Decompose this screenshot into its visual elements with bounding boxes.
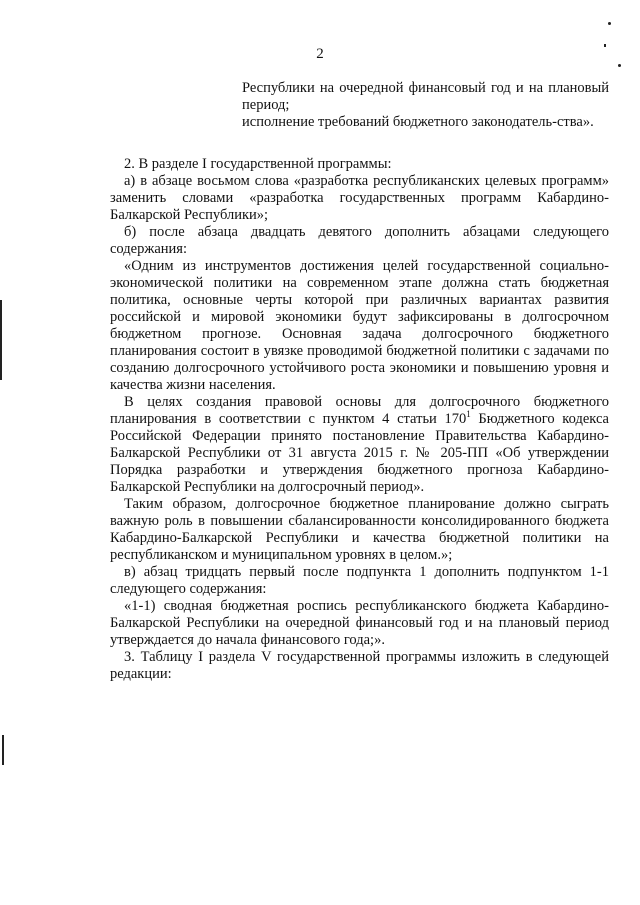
continued-line: исполнение требований бюджетного законодатель-ства». <box>242 114 594 130</box>
page-number: 2 <box>316 46 324 62</box>
continued-line: Республики на очередной финансовый год и на плановый период; <box>242 80 609 113</box>
quoted-paragraph: «1-1) сводная бюджетная роспись республиканского бюджета Кабардино-Балкарской Республики на очередной финансовый год и на плановый период утверждается до начала финансового года;». <box>110 598 609 648</box>
scan-artifact <box>608 22 611 25</box>
paragraph-item-3: 3. Таблицу I раздела V государственной программы изложить в следующей редакции: <box>110 649 609 682</box>
quoted-paragraph <box>110 394 609 496</box>
paragraph-item-2a: а) в абзаце восьмом слова «разработка республиканских целевых программ» заменить словами «разработка государственных программ Кабардино-Балкарской Республики»; <box>110 173 609 223</box>
scan-artifact <box>604 44 606 47</box>
scan-artifact <box>0 300 2 380</box>
paragraph-item-2c: в) абзац тридцать первый после подпункта 1 дополнить подпунктом 1-1 следующего содержания: <box>110 564 609 597</box>
paragraph-item-2b: б) после абзаца двадцать девятого дополнить абзацами следующего содержания: <box>110 224 609 257</box>
scan-artifact <box>618 64 621 67</box>
quote-text: Бюджетного кодекса Российской Федерации принято постановление Правительства Кабардино-Балкарской Республики от 31 августа 2015 г. № 205-ПП «Об утверждении Порядка разработки и утверждения бюджетного прогноза Кабардино-Балкарской Республики на долгосрочный период». <box>110 411 609 495</box>
scan-artifact <box>2 735 4 765</box>
document-body <box>110 156 609 683</box>
quote-text: В целях создания правовой основы для долгосрочного бюджетного планирования в соответствии с пунктом 4 статьи 170 <box>110 394 609 427</box>
quoted-paragraph: «Одним из инструментов достижения целей государственной социально-экономической политики на современном этапе должна стать бюджетная политика, основные черты которой при различных вариантах развития российской и мировой экономики будут зафиксированы в долгосрочном бюджетном прогнозе. Основная задача долгосрочного бюджетного планирования состоит в увязке проводимой бюджетной политики с задачами по созданию долгосрочного устойчивого роста экономики и повышению уровня и качества жизни населения. <box>110 258 609 393</box>
paragraph-item-2: 2. В разделе I государственной программы: <box>124 156 392 172</box>
quoted-paragraph: Таким образом, долгосрочное бюджетное планирование должно сыграть важную роль в повышении сбалансированности консолидированного бюджета Кабардино-Балкарской Республики и качества бюджетной политики на республиканском и муниципальном уровнях в целом.»; <box>110 496 609 563</box>
article-superscript: 1 <box>466 409 471 420</box>
continued-list <box>242 80 609 131</box>
